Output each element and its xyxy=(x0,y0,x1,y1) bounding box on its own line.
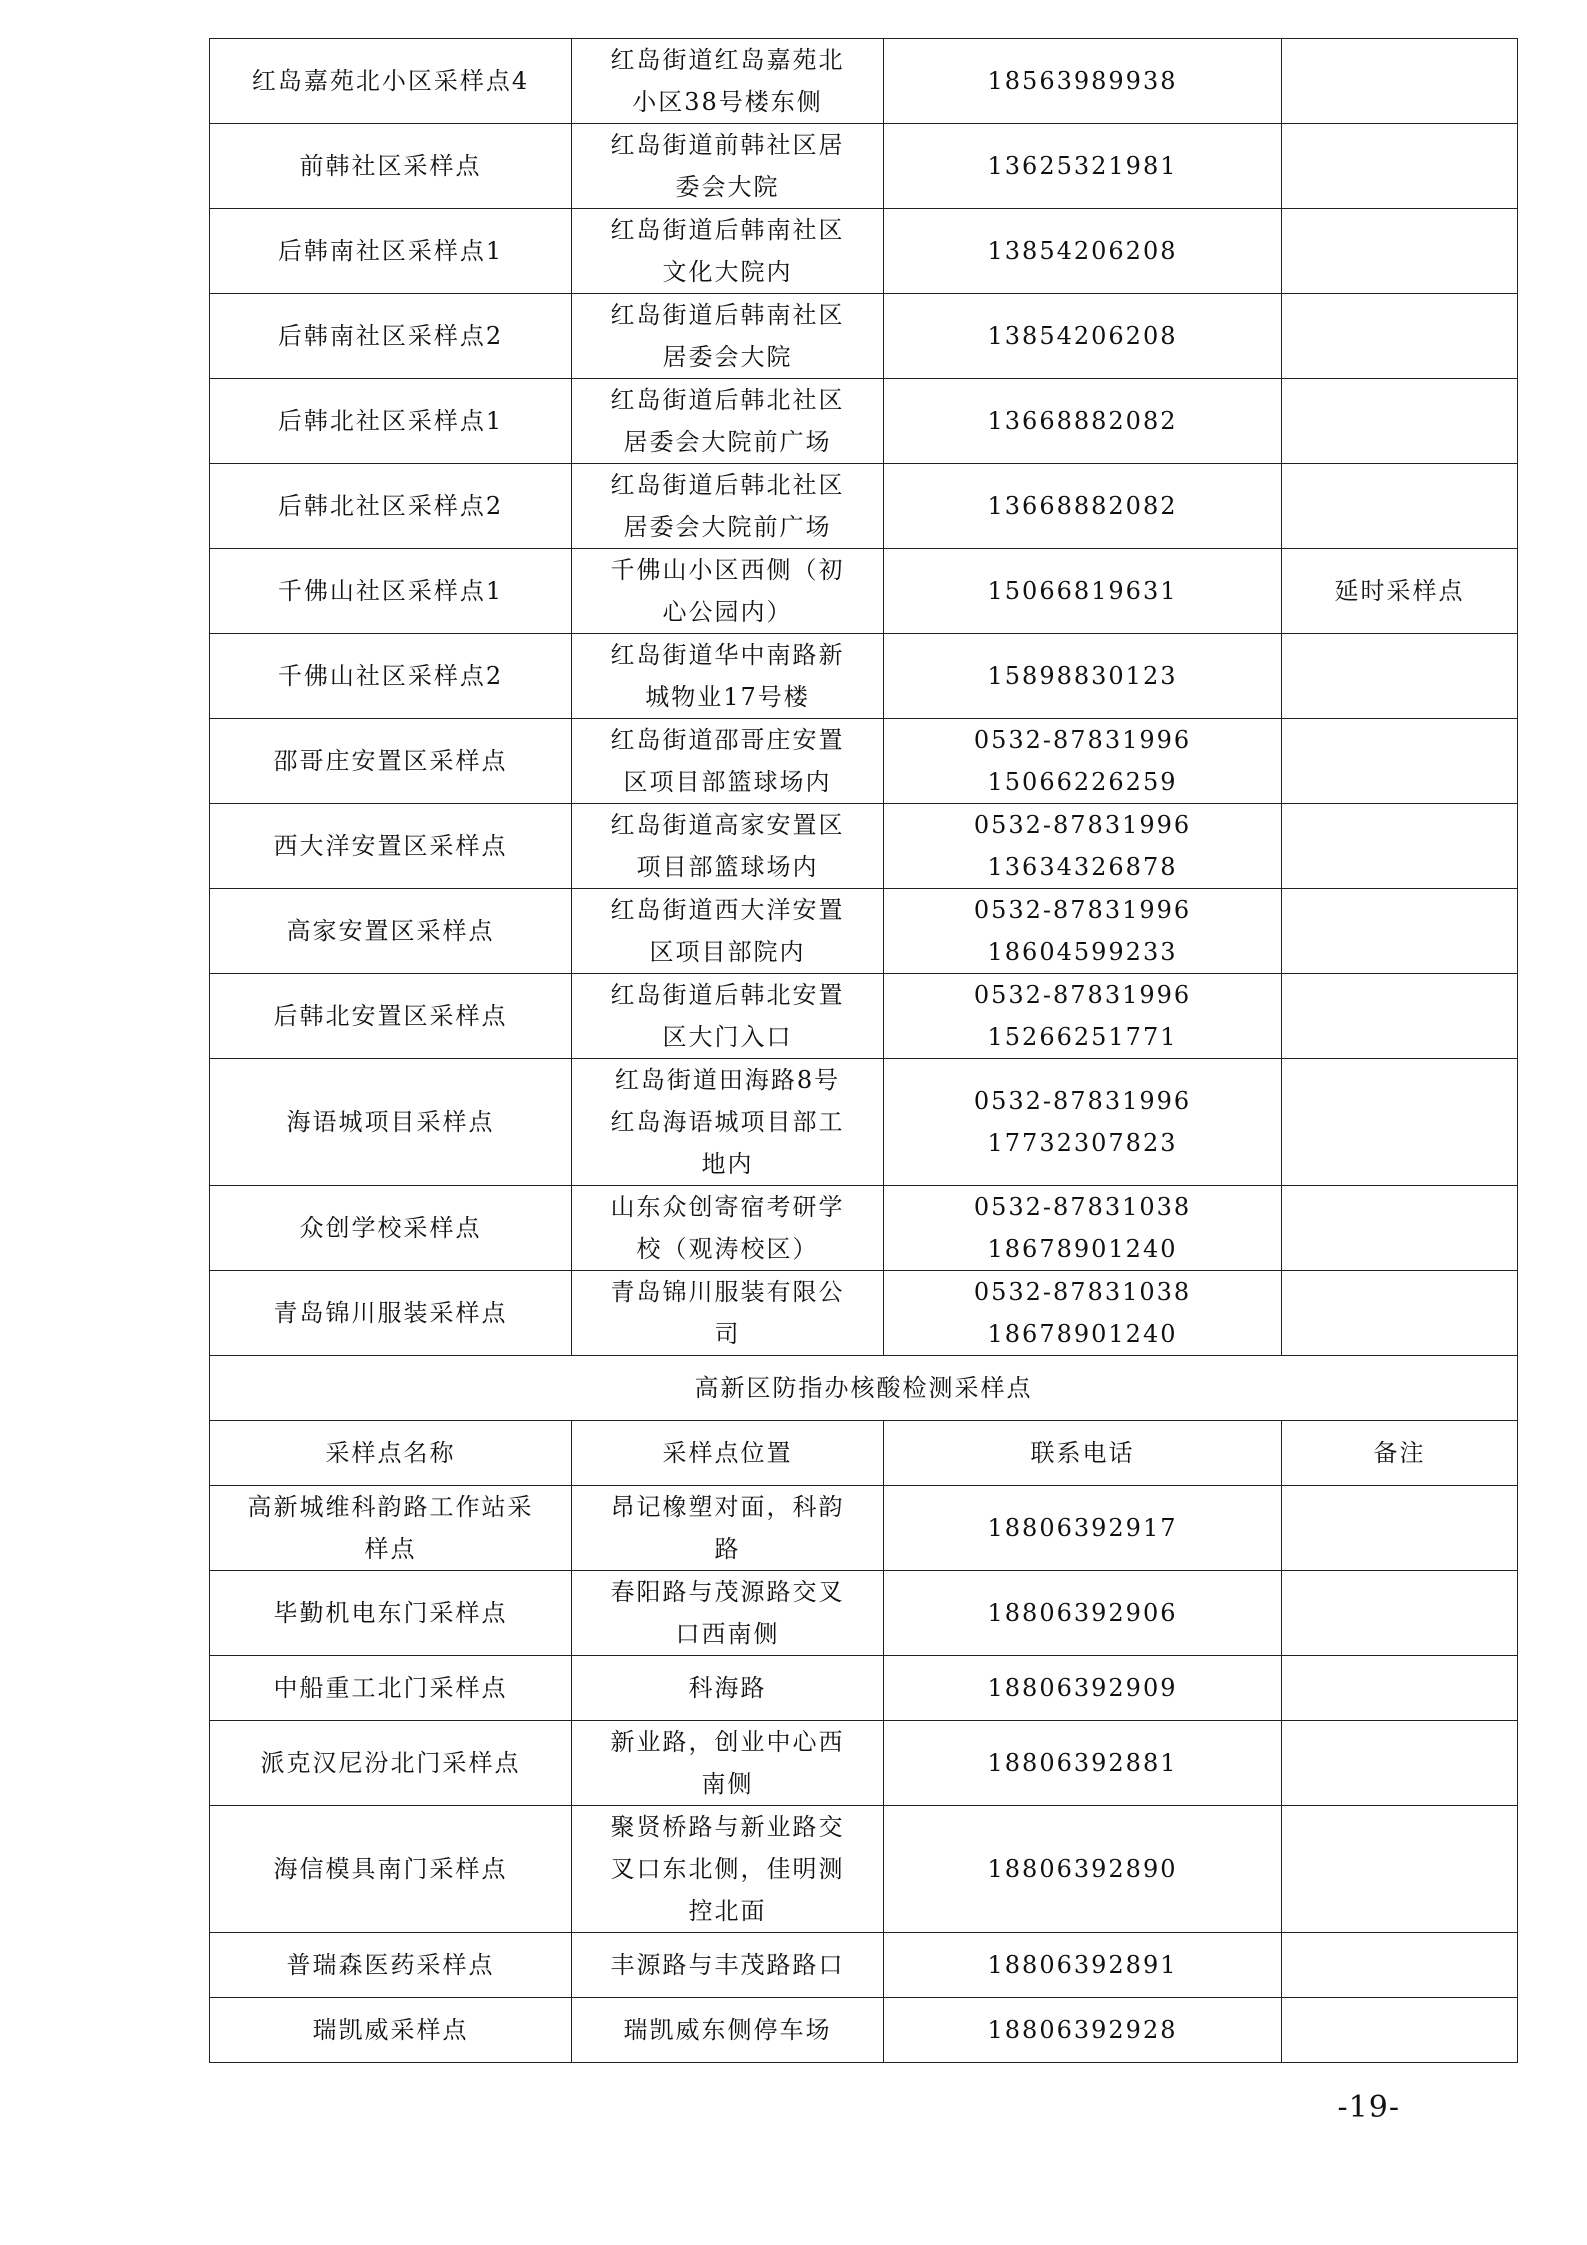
point-name-cell: 西大洋安置区采样点 xyxy=(210,804,572,889)
page-number: -19- xyxy=(1337,2090,1400,2125)
table-row xyxy=(210,294,1518,379)
point-location-cell: 红岛街道邵哥庄安置 区项目部篮球场内 xyxy=(572,719,884,804)
table-row xyxy=(210,1806,1518,1933)
contact-phone-cell: 18563989938 xyxy=(884,39,1282,124)
contact-phone-cell: 18806392928 xyxy=(884,1998,1282,2063)
remark-cell xyxy=(1282,719,1518,804)
column-header-row xyxy=(210,1421,1518,1486)
table-row xyxy=(210,1186,1518,1271)
sampling-points-table xyxy=(209,38,1518,2063)
table-body-bottom xyxy=(210,1486,1518,2063)
point-location-cell: 千佛山小区西侧（初 心公园内） xyxy=(572,549,884,634)
contact-phone-cell: 0532-87831038 18678901240 xyxy=(884,1186,1282,1271)
contact-phone-cell: 13625321981 xyxy=(884,124,1282,209)
point-name-cell: 毕勤机电东门采样点 xyxy=(210,1571,572,1656)
contact-phone-cell: 15066819631 xyxy=(884,549,1282,634)
point-name-cell: 瑞凯威采样点 xyxy=(210,1998,572,2063)
point-location-cell: 红岛街道田海路8号 红岛海语城项目部工 地内 xyxy=(572,1059,884,1186)
table-row xyxy=(210,549,1518,634)
point-location-cell: 红岛街道后韩南社区 文化大院内 xyxy=(572,209,884,294)
point-location-cell: 科海路 xyxy=(572,1656,884,1721)
header-location: 采样点位置 xyxy=(572,1421,884,1486)
remark-cell xyxy=(1282,1571,1518,1656)
remark-cell xyxy=(1282,1059,1518,1186)
point-location-cell: 红岛街道后韩北安置 区大门入口 xyxy=(572,974,884,1059)
contact-phone-cell: 0532-87831996 15066226259 xyxy=(884,719,1282,804)
contact-phone-cell: 0532-87831996 13634326878 xyxy=(884,804,1282,889)
contact-phone-cell: 18806392909 xyxy=(884,1656,1282,1721)
point-name-cell: 邵哥庄安置区采样点 xyxy=(210,719,572,804)
point-name-cell: 海语城项目采样点 xyxy=(210,1059,572,1186)
contact-phone-cell: 18806392890 xyxy=(884,1806,1282,1933)
point-location-cell: 红岛街道后韩北社区 居委会大院前广场 xyxy=(572,379,884,464)
remark-cell xyxy=(1282,1806,1518,1933)
contact-phone-cell: 18806392906 xyxy=(884,1571,1282,1656)
point-name-cell: 派克汉尼汾北门采样点 xyxy=(210,1721,572,1806)
section-title: 高新区防指办核酸检测采样点 xyxy=(210,1356,1518,1421)
remark-cell xyxy=(1282,1998,1518,2063)
remark-cell xyxy=(1282,209,1518,294)
table-row xyxy=(210,1486,1518,1571)
table-body-top xyxy=(210,39,1518,1356)
point-name-cell: 高家安置区采样点 xyxy=(210,889,572,974)
remark-cell xyxy=(1282,634,1518,719)
point-location-cell: 红岛街道后韩南社区 居委会大院 xyxy=(572,294,884,379)
point-location-cell: 青岛锦川服装有限公 司 xyxy=(572,1271,884,1356)
point-name-cell: 千佛山社区采样点2 xyxy=(210,634,572,719)
section-header xyxy=(210,1356,1518,1486)
contact-phone-cell: 18806392881 xyxy=(884,1721,1282,1806)
point-location-cell: 红岛街道华中南路新 城物业17号楼 xyxy=(572,634,884,719)
remark-cell xyxy=(1282,464,1518,549)
table-row xyxy=(210,1721,1518,1806)
point-name-cell: 红岛嘉苑北小区采样点4 xyxy=(210,39,572,124)
point-name-cell: 青岛锦川服装采样点 xyxy=(210,1271,572,1356)
contact-phone-cell: 0532-87831038 18678901240 xyxy=(884,1271,1282,1356)
point-location-cell: 红岛街道高家安置区 项目部篮球场内 xyxy=(572,804,884,889)
point-name-cell: 后韩北安置区采样点 xyxy=(210,974,572,1059)
contact-phone-cell: 18806392917 xyxy=(884,1486,1282,1571)
remark-cell xyxy=(1282,804,1518,889)
contact-phone-cell: 0532-87831996 17732307823 xyxy=(884,1059,1282,1186)
table-row xyxy=(210,1059,1518,1186)
point-name-cell: 众创学校采样点 xyxy=(210,1186,572,1271)
remark-cell xyxy=(1282,39,1518,124)
point-location-cell: 红岛街道红岛嘉苑北 小区38号楼东侧 xyxy=(572,39,884,124)
contact-phone-cell: 15898830123 xyxy=(884,634,1282,719)
point-name-cell: 千佛山社区采样点1 xyxy=(210,549,572,634)
point-name-cell: 后韩南社区采样点2 xyxy=(210,294,572,379)
remark-cell xyxy=(1282,1186,1518,1271)
table-row xyxy=(210,39,1518,124)
remark-cell xyxy=(1282,1486,1518,1571)
table-row xyxy=(210,379,1518,464)
remark-cell xyxy=(1282,1271,1518,1356)
table-row xyxy=(210,804,1518,889)
point-name-cell: 中船重工北门采样点 xyxy=(210,1656,572,1721)
header-note: 备注 xyxy=(1282,1421,1518,1486)
point-location-cell: 春阳路与茂源路交叉 口西南侧 xyxy=(572,1571,884,1656)
point-location-cell: 瑞凯威东侧停车场 xyxy=(572,1998,884,2063)
contact-phone-cell: 0532-87831996 15266251771 xyxy=(884,974,1282,1059)
contact-phone-cell: 13668882082 xyxy=(884,464,1282,549)
point-location-cell: 丰源路与丰茂路路口 xyxy=(572,1933,884,1998)
point-location-cell: 聚贤桥路与新业路交 叉口东北侧，佳明测 控北面 xyxy=(572,1806,884,1933)
point-name-cell: 前韩社区采样点 xyxy=(210,124,572,209)
point-name-cell: 普瑞森医药采样点 xyxy=(210,1933,572,1998)
table-row xyxy=(210,1998,1518,2063)
table-row xyxy=(210,124,1518,209)
header-name: 采样点名称 xyxy=(210,1421,572,1486)
point-name-cell: 后韩北社区采样点2 xyxy=(210,464,572,549)
point-location-cell: 红岛街道前韩社区居 委会大院 xyxy=(572,124,884,209)
table-row xyxy=(210,889,1518,974)
point-location-cell: 红岛街道西大洋安置 区项目部院内 xyxy=(572,889,884,974)
table-row xyxy=(210,1271,1518,1356)
remark-cell xyxy=(1282,124,1518,209)
contact-phone-cell: 13854206208 xyxy=(884,209,1282,294)
contact-phone-cell: 0532-87831996 18604599233 xyxy=(884,889,1282,974)
remark-cell xyxy=(1282,379,1518,464)
table-row xyxy=(210,1656,1518,1721)
contact-phone-cell: 13854206208 xyxy=(884,294,1282,379)
remark-cell xyxy=(1282,1656,1518,1721)
section-title-row xyxy=(210,1356,1518,1421)
table-row xyxy=(210,974,1518,1059)
table-row xyxy=(210,464,1518,549)
contact-phone-cell: 13668882082 xyxy=(884,379,1282,464)
point-name-cell: 后韩南社区采样点1 xyxy=(210,209,572,294)
remark-cell xyxy=(1282,1933,1518,1998)
point-location-cell: 山东众创寄宿考研学 校（观涛校区） xyxy=(572,1186,884,1271)
remark-cell: 延时采样点 xyxy=(1282,549,1518,634)
contact-phone-cell: 18806392891 xyxy=(884,1933,1282,1998)
remark-cell xyxy=(1282,294,1518,379)
point-location-cell: 新业路，创业中心西 南侧 xyxy=(572,1721,884,1806)
remark-cell xyxy=(1282,974,1518,1059)
table-row xyxy=(210,1571,1518,1656)
point-location-cell: 红岛街道后韩北社区 居委会大院前广场 xyxy=(572,464,884,549)
remark-cell xyxy=(1282,889,1518,974)
point-name-cell: 后韩北社区采样点1 xyxy=(210,379,572,464)
point-location-cell: 昂记橡塑对面，科韵 路 xyxy=(572,1486,884,1571)
point-name-cell: 高新城维科韵路工作站采 样点 xyxy=(210,1486,572,1571)
table-row xyxy=(210,209,1518,294)
table-row xyxy=(210,1933,1518,1998)
header-phone: 联系电话 xyxy=(884,1421,1282,1486)
table-row xyxy=(210,634,1518,719)
point-name-cell: 海信模具南门采样点 xyxy=(210,1806,572,1933)
table-row xyxy=(210,719,1518,804)
remark-cell xyxy=(1282,1721,1518,1806)
